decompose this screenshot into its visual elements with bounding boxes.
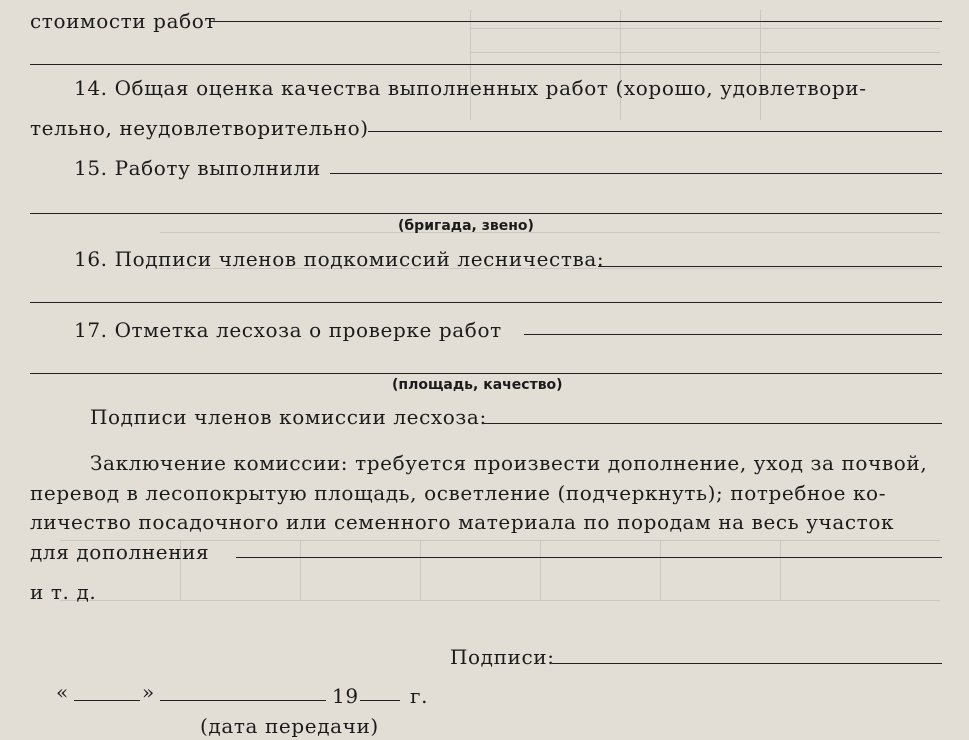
item-15-fill-line — [330, 173, 942, 174]
conclusion-line-2: перевод в лесопокрытую площадь, осветление (подчеркнуть); потребное ко- — [30, 481, 887, 505]
commission-signatures-label: Подписи членов комиссии лесхоза: — [90, 405, 487, 429]
item-14-fill-line — [368, 131, 942, 132]
item-16-label: 16. Подписи членов подкомиссий лесничества: — [74, 247, 605, 271]
area-caption: (площадь, качество) — [392, 377, 563, 393]
item-15-label: 15. Работу выполнили — [74, 156, 321, 180]
year-fill-line — [360, 700, 400, 701]
item-16-fill-line — [598, 266, 942, 267]
signatures-label: Подписи: — [450, 645, 555, 669]
area-fill-line — [30, 373, 942, 374]
conclusion-line-4: для дополнения — [30, 540, 210, 564]
signatures-fill-line — [552, 663, 942, 664]
year-suffix: г. — [410, 684, 429, 708]
quote-close: » — [142, 680, 155, 704]
date-caption: (дата передачи) — [200, 714, 379, 738]
item-14-line-2: тельно, неудовлетворительно) — [30, 116, 369, 140]
commission-signatures-fill-line — [484, 423, 942, 424]
cost-label: стоимости работ — [30, 9, 217, 33]
cost-line — [0, 5, 969, 39]
brigade-fill-line — [30, 213, 942, 214]
item-14-line-1: 14. Общая оценка качества выполненных работ (хорошо, удовлетвори- — [74, 76, 867, 100]
conclusion-line-3: личество посадочного или семенного материала по породам на весь участок — [30, 510, 895, 534]
conclusion-line-1: Заключение комиссии: требуется произвести дополнение, уход за почвой, — [90, 451, 928, 475]
etc-label: и т. д. — [30, 580, 97, 604]
month-fill-line — [160, 700, 326, 701]
brigade-caption: (бригада, звено) — [398, 218, 534, 234]
cost-fill-line — [210, 21, 942, 22]
year-prefix: 19 — [332, 684, 359, 708]
item-17-label: 17. Отметка лесхоза о проверке работ — [74, 318, 502, 342]
item-17-fill-line — [524, 334, 942, 335]
conclusion-fill-line — [236, 557, 942, 558]
quote-open: « — [56, 680, 69, 704]
cost-fill-line-2 — [30, 64, 942, 65]
item-16-fill-line-2 — [30, 302, 942, 303]
day-fill-line — [74, 700, 140, 701]
